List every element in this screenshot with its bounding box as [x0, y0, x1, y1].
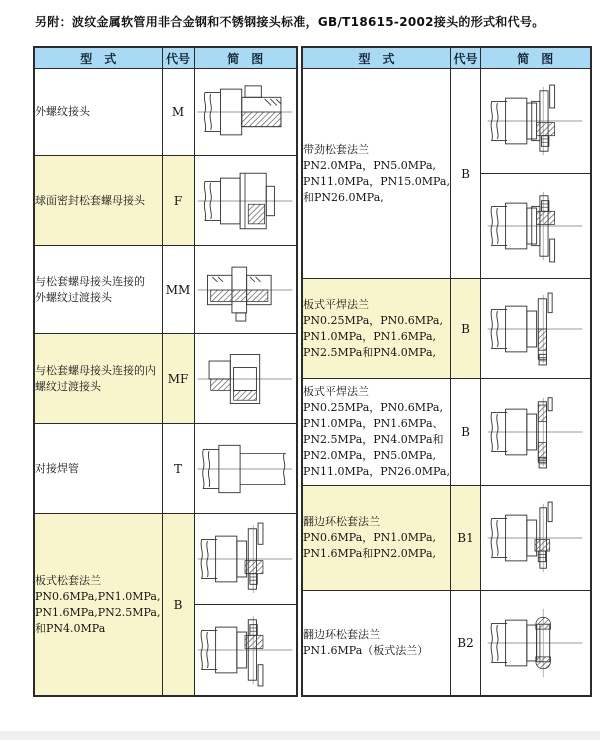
fitting-code-cell: M: [162, 69, 194, 156]
diagram-flange-weld-bolt-down: [481, 380, 590, 485]
table-row: [34, 514, 297, 697]
fitting-type-cell: [302, 69, 451, 279]
fitting-type-cell: [34, 334, 162, 424]
fitting-type-line: PN11.0MPa，PN26.0MPa,: [303, 465, 450, 478]
flange-neck-bolt-down-drawing: [486, 189, 584, 263]
fitting-type-line: PN11.0MPa，PN15.0MPa,: [303, 174, 450, 188]
fitting-diagram-cell: [481, 379, 591, 486]
fitting-code-cell: B: [451, 379, 481, 486]
diagram-flange-weld-bolt-up: [481, 280, 590, 378]
table-row: [302, 591, 591, 696]
flange-bolt-down-drawing: [196, 613, 294, 687]
fitting-diagram-cell: [481, 486, 591, 591]
table-body-right: [302, 69, 591, 696]
fitting-code-cell: F: [162, 156, 194, 246]
table-row: [34, 424, 297, 514]
col-header-type: 型 式: [34, 47, 162, 69]
fitting-type-line: 和PN26.0MPa,: [303, 190, 384, 204]
fitting-type-cell: [34, 69, 162, 156]
table-header-left: [34, 47, 297, 69]
fitting-type-line: 翻边环松套法兰: [303, 515, 380, 528]
fitting-code-cell: MM: [162, 246, 194, 334]
fitting-diagram-cell: [194, 246, 297, 334]
fitting-type-line: 板式松套法兰: [35, 573, 101, 587]
flange-lap-bolt-up-drawing: [486, 501, 584, 575]
flange-weld-bolt-down-drawing: [486, 395, 584, 469]
table-row: [302, 379, 591, 486]
fitting-butt-weld-tube-drawing: [196, 432, 294, 506]
fittings-tables: [33, 46, 592, 697]
fitting-type-line: PN0.25MPa，PN0.6MPa,: [303, 313, 443, 327]
fitting-type-line: 与松套螺母接头连接的: [35, 274, 145, 288]
fitting-diagram-cell: [194, 514, 297, 697]
table-row: [34, 156, 297, 246]
fitting-type-cell: [302, 279, 451, 379]
fitting-type-cell: [34, 514, 162, 697]
fitting-type-line: 螺纹过渡接头: [35, 379, 101, 393]
diagram-flange-neck-bolt-down: [481, 173, 590, 278]
flange-bolt-up-drawing: [196, 522, 294, 596]
fitting-type-line: 翻边环松套法兰: [303, 627, 380, 641]
fitting-type-line: PN2.0MPa，PN5.0MPa,: [303, 158, 436, 172]
fitting-type-line: PN2.5MPa和PN4.0MPa,: [303, 345, 436, 359]
fitting-code-cell: B2: [451, 591, 481, 696]
table-row: [34, 246, 297, 334]
fitting-type-cell: [302, 379, 451, 486]
fitting-type-line: 外螺纹过渡接头: [35, 290, 112, 304]
fitting-type-line: PN1.0MPa，PN1.6MPa、: [303, 417, 444, 430]
fitting-type-line: 球面密封松套螺母接头: [35, 193, 145, 207]
fitting-code-cell: T: [162, 424, 194, 514]
fitting-type-line: PN2.0MPa，PN5.0MPa,: [303, 449, 436, 462]
fitting-code-cell: MF: [162, 334, 194, 424]
fitting-diagram-cell: [194, 424, 297, 514]
fitting-nipple-mf-drawing: [196, 342, 294, 416]
fitting-type-cell: [302, 591, 451, 696]
table-row: [34, 334, 297, 424]
fitting-type-line: PN1.6MPa和PN2.0MPa,: [303, 547, 436, 560]
diagram-fitting-nipple-mm: [195, 247, 297, 333]
fitting-diagram-cell: [481, 591, 591, 696]
diagram-flange-bolt-up: [195, 514, 297, 604]
fitting-type-cell: [34, 424, 162, 514]
header-row: [34, 47, 297, 69]
diagram-flange-lap-bolt-up: [481, 487, 590, 590]
fitting-type-line: 外螺纹接头: [35, 105, 90, 118]
fitting-diagram-cell: [194, 69, 297, 156]
fitting-table-left: [33, 46, 298, 697]
fitting-table-right: [301, 46, 592, 697]
fitting-male-thread-drawing: [196, 75, 294, 149]
fitting-type-line: 带劲松套法兰: [303, 142, 369, 156]
diagram-flange-neck-bolt-up: [481, 69, 590, 173]
fitting-nipple-mm-drawing: [196, 253, 294, 327]
col-header-type: 型 式: [302, 47, 451, 69]
fitting-type-cell: [34, 246, 162, 334]
col-header-diagram: 简 图: [481, 47, 591, 69]
diagram-fitting-butt-weld-tube: [195, 425, 297, 513]
fitting-type-line: 对接焊管: [35, 461, 79, 475]
fitting-type-line: PN0.6MPa，PN1.0MPa,: [303, 531, 436, 544]
col-header-code: 代号: [162, 47, 194, 69]
fitting-type-line: PN1.0MPa，PN1.6MPa,: [303, 329, 436, 343]
fitting-type-line: 板式平焊法兰: [303, 385, 369, 398]
fitting-code-cell: B: [451, 69, 481, 279]
header-row: [302, 47, 591, 69]
fitting-code-cell: B1: [451, 486, 481, 591]
table-row: [302, 486, 591, 591]
fitting-type-cell: [34, 156, 162, 246]
fitting-type-line: PN1.6MPa,PN2.5MPa,: [35, 605, 161, 619]
fitting-type-line: 和PN4.0MPa: [35, 621, 106, 635]
table-row: [302, 279, 591, 379]
document-title: 另附：波纹金属软管用非合金钢和不锈钢接头标准，GB/T18615-2002接头的形式和代号。: [35, 15, 545, 29]
fitting-code-cell: B: [162, 514, 194, 697]
diagram-fitting-nipple-mf: [195, 335, 297, 423]
diagram-fitting-male-thread: [195, 70, 297, 155]
flange-weld-bolt-up-drawing: [486, 292, 584, 366]
col-header-diagram: 简 图: [194, 47, 297, 69]
flange-lap-rings-drawing: [486, 606, 584, 680]
fitting-type-line: PN0.25MPa，PN0.6MPa,: [303, 401, 443, 414]
fitting-code-cell: B: [451, 279, 481, 379]
table-header-right: [302, 47, 591, 69]
fitting-loose-nut-drawing: [196, 164, 294, 238]
fitting-type-line: PN2.5MPa，PN4.0MPa和: [303, 433, 444, 446]
col-header-code: 代号: [451, 47, 481, 69]
fitting-type-line: 与松套螺母接头连接的内: [35, 363, 156, 377]
fitting-diagram-cell: [194, 156, 297, 246]
page-edge-shadow: [0, 731, 600, 740]
table-row: [302, 69, 591, 279]
diagram-fitting-loose-nut: [195, 157, 297, 245]
table-body-left: [34, 69, 297, 697]
fitting-type-line: PN0.6MPa,PN1.0MPa,: [35, 589, 161, 603]
fitting-type-line: 板式平焊法兰: [303, 297, 369, 311]
table-row: [34, 69, 297, 156]
fitting-type-line: PN1.6MPa（板式法兰）: [303, 643, 429, 657]
fitting-diagram-cell: [481, 69, 591, 279]
flange-neck-bolt-up-drawing: [486, 84, 584, 158]
fitting-type-cell: [302, 486, 451, 591]
diagram-flange-bolt-down: [195, 604, 297, 695]
diagram-flange-lap-rings: [481, 591, 590, 694]
fitting-diagram-cell: [481, 279, 591, 379]
fitting-diagram-cell: [194, 334, 297, 424]
